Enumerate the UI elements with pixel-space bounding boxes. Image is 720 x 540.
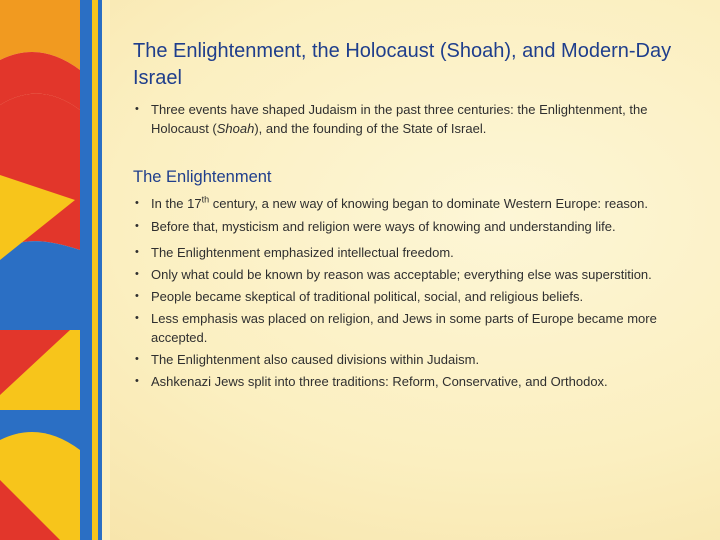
bullet-item: • Ashkenazi Jews split into three traditions: Reform, Conservative, and Orthodox. [135, 374, 608, 389]
bullet-dot-icon: • [135, 353, 139, 365]
bullet-item: • People became skeptical of traditional political, social, and religious beliefs. [135, 289, 584, 304]
bullet-dot-icon: • [135, 290, 139, 302]
bullet-dot-icon: • [135, 268, 139, 280]
bullet-item: • Only what could be known by reason was acceptable; everything else was superstition. [135, 267, 652, 282]
slide-title: The Enlightenment, the Holocaust (Shoah), and Modern-Day Israel [133, 40, 672, 89]
bullet-item: • Less emphasis was placed on religion, and Jews in some parts of Europe became more accepted. [135, 311, 657, 345]
bullet-item: • The Enlightenment emphasized intellectual freedom. [135, 245, 454, 260]
intro-bullet-list [133, 100, 693, 138]
bullet-item: • In the 17th century, a new way of knowing began to dominate Western Europe: reason. [135, 194, 649, 211]
intro-bullet: • Three events have shaped Judaism in the past three centuries: the Enlightenment, the Holocaust (Shoah), and the founding of the State of Israel. [135, 102, 648, 136]
bullet-dot-icon: • [135, 312, 139, 324]
bullet-dot-icon: • [135, 375, 139, 387]
bullet-item: • Before that, mysticism and religion were ways of knowing and understanding life. [135, 219, 616, 234]
bullet-dot-icon: • [135, 103, 139, 115]
decorative-side-graphic [0, 0, 110, 540]
bullet-item: • The Enlightenment also caused divisions within Judaism. [135, 352, 480, 367]
bullet-dot-icon: • [135, 220, 139, 232]
section-heading: The Enlightenment [133, 168, 272, 186]
bullet-dot-icon: • [135, 246, 139, 258]
enlightenment-bullet-list [133, 194, 693, 391]
bullet-dot-icon: • [135, 197, 139, 209]
